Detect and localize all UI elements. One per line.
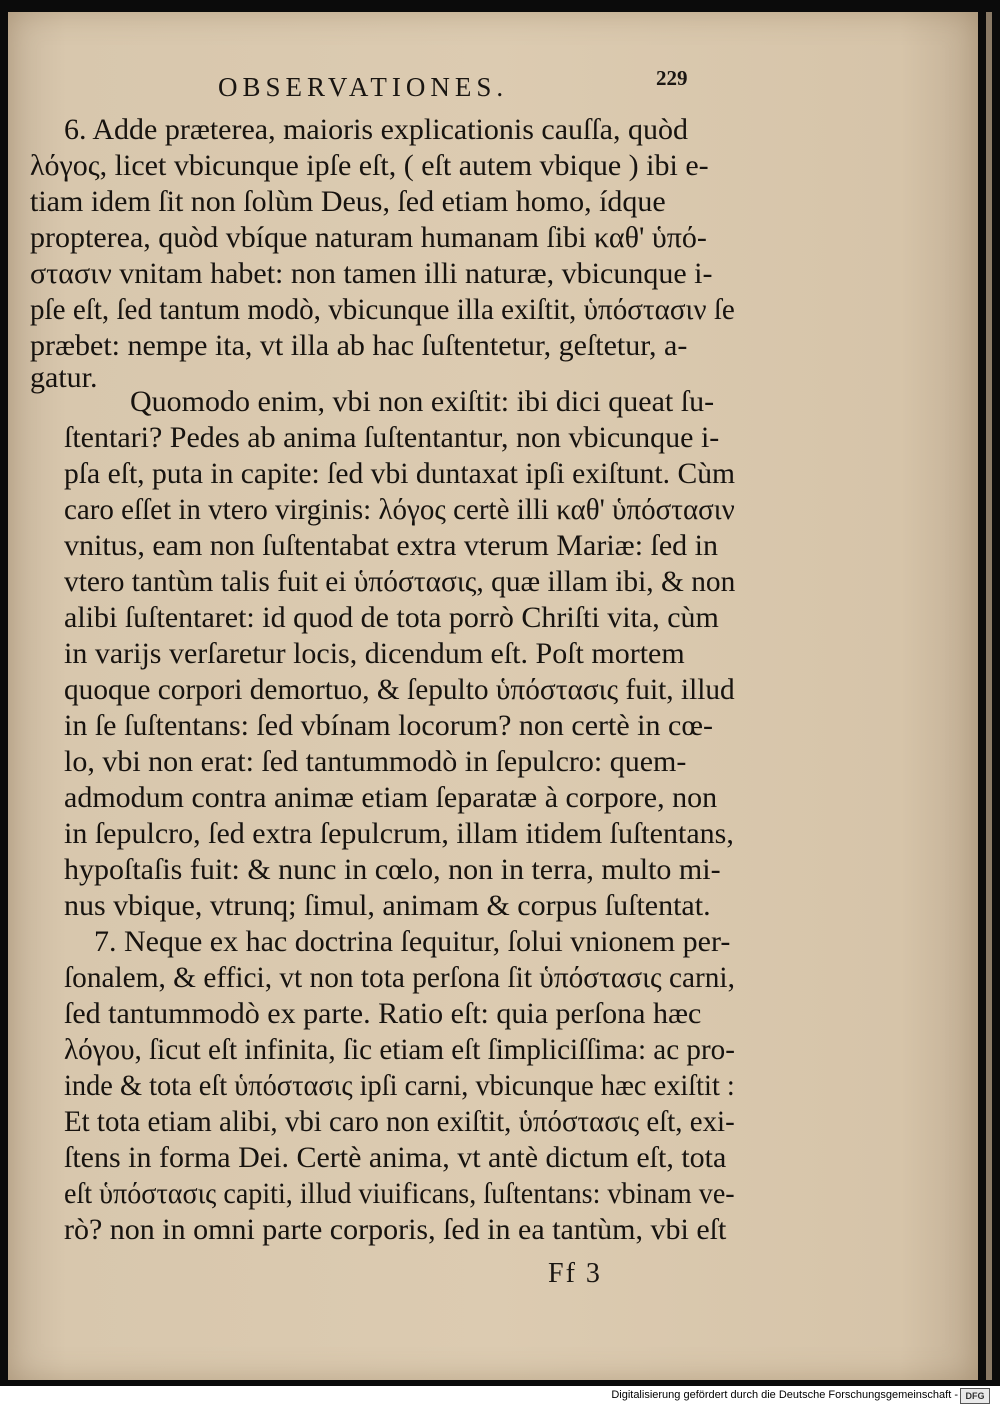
text-line: in ſe ſuſtentans: ſed vbínam locorum? non certè in cœ- xyxy=(64,709,713,742)
text-line: ſtentari? Pedes ab anima ſuſtentantur, non vbicunque i- xyxy=(64,421,720,454)
text-line: pſe eſt, ſed tantum modò, vbicunque illa exiſtit, ὑπόστασιν ſe xyxy=(30,293,735,326)
text-line: tiam idem ſit non ſolùm Deus, ſed etiam homo, ídque xyxy=(30,185,666,218)
text-line: pſa eſt, puta in capite: ſed vbi duntaxat ipſi exiſtunt. Cùm xyxy=(64,457,736,490)
text-line: λόγος, licet vbicunque ipſe eſt, ( eſt autem vbique ) ibi e- xyxy=(30,149,709,182)
text-line: nus vbique, vtrunq; ſimul, animam & corpus ſuſtentat. xyxy=(64,889,711,922)
text-line: ſtens in forma Dei. Certè anima, vt antè dictum eſt, tota xyxy=(64,1141,727,1174)
text-line: 7. Neque ex hac doctrina ſequitur, ſolui vnionem per- xyxy=(94,925,731,958)
text-line: alibi ſuſtentaret: id quod de tota porrò Chriſti vita, cùm xyxy=(64,601,719,634)
page-number: 229 xyxy=(656,66,688,90)
text-line: eſt ὑπόστασις capiti, illud viuificans, ſuſtentans: vbinam ve- xyxy=(64,1177,735,1210)
text-line: Quomodo enim, vbi non exiſtit: ibi dici queat ſu- xyxy=(130,385,715,418)
text-line: ſonalem, & effici, vt non tota perſona ſit ὑπόστασις carni, xyxy=(64,961,735,994)
text-line: caro eſſet in vtero virginis: λόγος certè illi καθ' ὑπόστασιν xyxy=(64,493,735,526)
text-line: admodum contra animæ etiam ſeparatæ à corpore, non xyxy=(64,781,718,814)
footer-credit: Digitalisierung gefördert durch die Deutsche Forschungsgemeinschaft - xyxy=(611,1389,958,1401)
text-line: præbet: nempe ita, vt illa ab hac ſuſtentetur, geſtetur, a- xyxy=(30,329,688,362)
digitization-footer xyxy=(0,1386,1000,1405)
running-head: OBSERVATIONES. xyxy=(218,72,509,102)
text-line: vtero tantùm talis fuit ei ὑπόστασις, quæ illam ibi, & non xyxy=(64,565,736,598)
text-line: Et tota etiam alibi, vbi caro non exiſtit, ὑπόστασις eſt, exi- xyxy=(64,1105,735,1138)
text-line: ſed tantummodò ex parte. Ratio eſt: quia perſona hæc xyxy=(64,997,702,1030)
text-line: 6. Adde præterea, maioris explicationis cauſſa, quòd xyxy=(64,113,688,146)
text-line: propterea, quòd vbíque naturam humanam ſibi καθ' ὑπό- xyxy=(30,221,707,254)
text-line: στασιν vnitam habet: non tamen illi naturæ, vbicunque i- xyxy=(30,257,713,290)
text-line: in varijs verſaretur locis, dicendum eſt. Poſt mortem xyxy=(64,637,685,670)
text-line: in ſepulcro, ſed extra ſepulcrum, illam itidem ſuſtentans, xyxy=(64,817,734,850)
text-line: λόγου, ſicut eſt infinita, ſic etiam eſt ſimpliciſſima: ac pro- xyxy=(64,1033,735,1066)
text-line: gatur. xyxy=(30,361,98,394)
text-line: quoque corpori demortuo, & ſepulto ὑπόστασις fuit, illud xyxy=(64,673,735,706)
text-line: lo, vbi non erat: ſed tantummodò in ſepulcro: quem- xyxy=(64,745,687,778)
text-line: hypoſtaſis fuit: & nunc in cœlo, non in terra, multo mi- xyxy=(64,853,721,886)
text-line: inde & tota eſt ὑπόστασις ipſi carni, vbicunque hæc exiſtit : xyxy=(64,1069,735,1102)
text-line: vnitus, eam non ſuſtentabat extra vterum Mariæ: ſed in xyxy=(64,529,719,562)
signature-mark: Ff 3 xyxy=(548,1258,602,1289)
text-line: rò? non in omni parte corporis, ſed in ea tantùm, vbi eſt xyxy=(64,1213,727,1246)
dfg-logo: DFG xyxy=(960,1388,990,1404)
